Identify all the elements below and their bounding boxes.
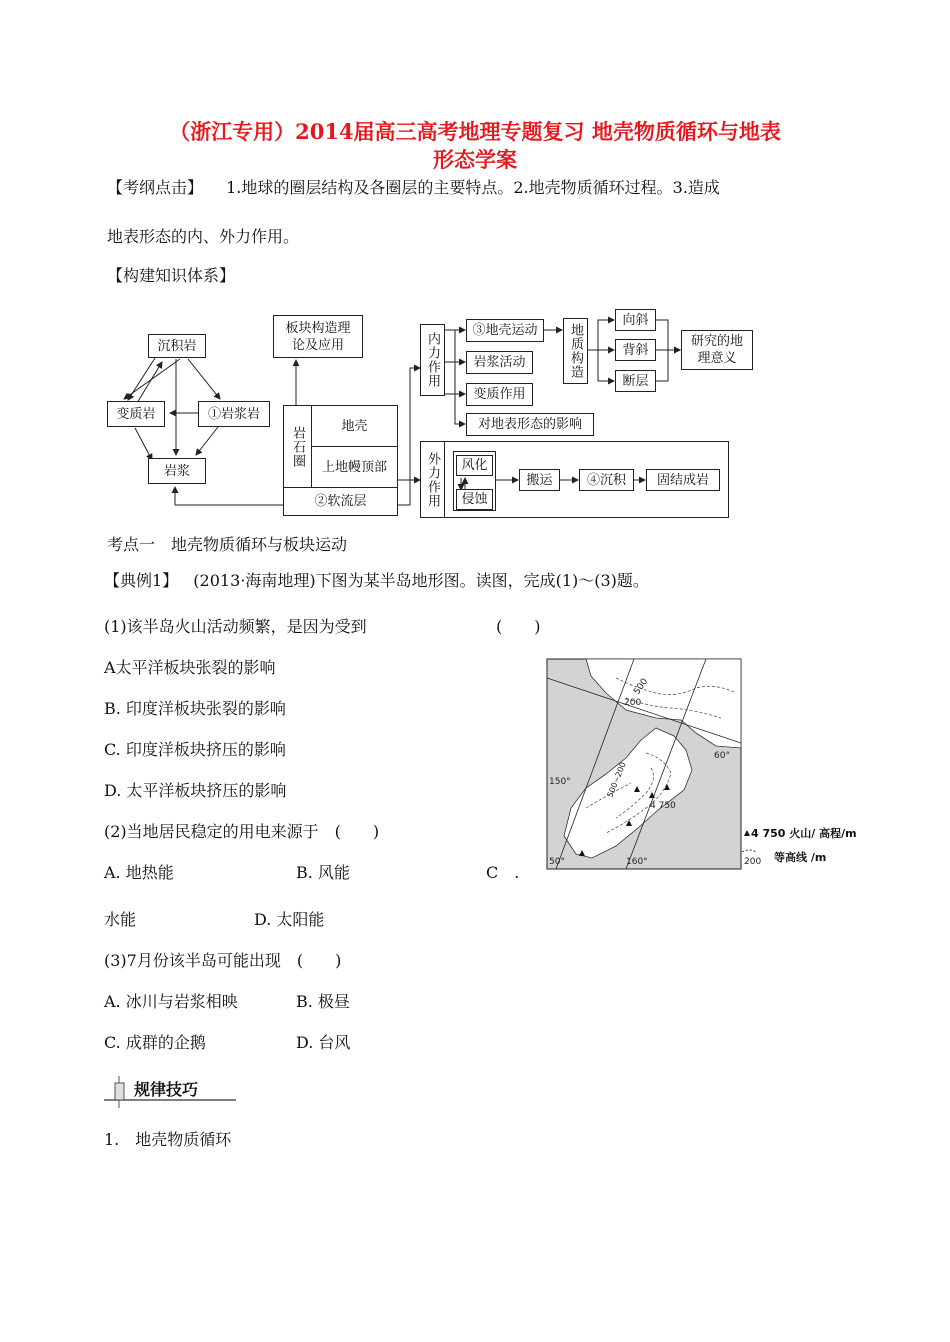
node-anticline: 背斜: [615, 339, 656, 361]
q2-option-d: D. 太阳能: [254, 910, 325, 929]
title-line-1: （浙江专用）2014届高三高考地理专题复习 地壳物质循环与地表: [169, 119, 781, 144]
section-heading: 考点一 地壳物质循环与板块运动: [107, 535, 348, 554]
node-deposition: ④沉积: [579, 469, 634, 491]
legend-volcano-label: 4 750 火山/ 高程/m: [751, 827, 857, 840]
lon-160-label: 160°: [626, 857, 648, 867]
node-magma: 岩浆: [148, 458, 206, 484]
node-weathering: 风化: [456, 455, 493, 476]
node-significance: [681, 330, 753, 370]
example-line: [104, 570, 649, 592]
node-lithification: 固结成岩: [646, 469, 720, 491]
contour-500-label: 500: [632, 676, 651, 697]
node-plate-theory: [273, 315, 363, 358]
node-crust-movement: ③地壳运动: [466, 319, 544, 342]
lat-60-label: 60°: [714, 751, 730, 761]
node-fault: 断层: [615, 370, 656, 392]
q2-option-c-cont: 水能: [104, 910, 137, 929]
q1-option-c: C. 印度洋板块挤压的影响: [104, 740, 286, 759]
outline-text-1: 1.地球的圈层结构及各圈层的主要特点。2.地壳物质循环过程。3.造成: [226, 178, 720, 197]
peninsula-map: [546, 658, 862, 872]
node-geo-structure: [563, 318, 588, 384]
rules-heading: 规律技巧: [134, 1080, 199, 1099]
node-syncline: 向斜: [615, 309, 656, 331]
node-sedimentary: 沉积岩: [148, 334, 206, 358]
node-asthenosphere: ②软流层: [283, 487, 398, 516]
node-erosion: 侵蚀: [456, 489, 493, 510]
q1-option-d: D. 太平洋板块挤压的影响: [104, 781, 287, 800]
node-surface-impact: 对地表形态的影响: [466, 413, 594, 436]
node-igneous: ①岩浆岩: [198, 401, 270, 427]
lat-50-label: 50°: [549, 857, 565, 867]
elevation-label: 4 750: [650, 801, 676, 811]
legend-contour-label: 等高线 /m: [774, 851, 827, 864]
q3-option-d: D. 台风: [296, 1033, 351, 1052]
q2-option-a: A. 地热能: [104, 863, 174, 882]
contour-500-200-label: 500~200: [605, 760, 628, 799]
question-1-bracket: ( ): [496, 617, 541, 636]
q2-option-c: C .: [486, 863, 520, 882]
geo-structure-label: 地质构造: [568, 323, 583, 379]
q1-option-a: A太平洋板块张裂的影响: [104, 658, 276, 677]
q2-option-b: B. 风能: [296, 863, 350, 882]
node-lithosphere: [283, 405, 312, 488]
node-upper-mantle: 上地幔顶部: [311, 446, 398, 488]
lithosphere-label: 岩石圈: [290, 425, 305, 468]
outline-text-2: 地表形态的内、外力作用。: [107, 227, 300, 246]
legend-contour-number: 200: [744, 857, 762, 867]
internal-force-label: 内力作用: [425, 332, 440, 388]
example-text: (2013·海南地理)下图为某半岛地形图。读图，完成(1)～(3)题。: [193, 571, 649, 590]
question-3: (3)7月份该半岛可能出现 ( ): [104, 951, 342, 970]
q3-option-c: C. 成群的企鹅: [104, 1033, 206, 1052]
significance-line-2: 理意义: [697, 351, 737, 366]
node-internal-force: [420, 324, 445, 396]
legend-contour-icon: [742, 850, 756, 852]
plate-theory-line-2: 论及应用: [291, 337, 344, 353]
title-line-2: 形态学案: [433, 147, 517, 172]
node-external-force: [420, 441, 445, 518]
node-metamorphic: 变质岩: [107, 401, 165, 427]
node-metamorphism: 变质作用: [466, 383, 533, 406]
q3-option-b: B. 极昼: [296, 992, 350, 1011]
node-magma-activity: 岩浆活动: [466, 351, 533, 374]
q1-option-b: B. 印度洋板块张裂的影响: [104, 699, 286, 718]
contour-200-label: 200: [624, 698, 642, 708]
knowledge-heading: 【构建知识体系】: [107, 266, 236, 285]
node-crust: 地壳: [311, 405, 398, 447]
plate-theory-line-1: 板块构造理: [285, 320, 351, 336]
map-svg: [546, 658, 862, 872]
legend-volcano-icon: [744, 830, 750, 836]
example-label: 【典例1】: [104, 571, 179, 590]
outline-label: 【考纲点击】: [107, 178, 204, 197]
rules-heading-block: [104, 1074, 236, 1108]
significance-line-1: 研究的地: [690, 334, 743, 349]
question-2: (2)当地居民稳定的用电来源于 ( ): [104, 822, 380, 841]
node-transport: 搬运: [519, 469, 560, 491]
q3-option-a: A. 冰川与岩浆相映: [104, 992, 238, 1011]
external-force-label: 外力作用: [425, 451, 440, 508]
question-1: (1)该半岛火山活动频繁，是因为受到: [104, 617, 367, 636]
item-1: 1. 地壳物质循环: [104, 1130, 232, 1149]
lon-150-label: 150°: [549, 777, 571, 787]
